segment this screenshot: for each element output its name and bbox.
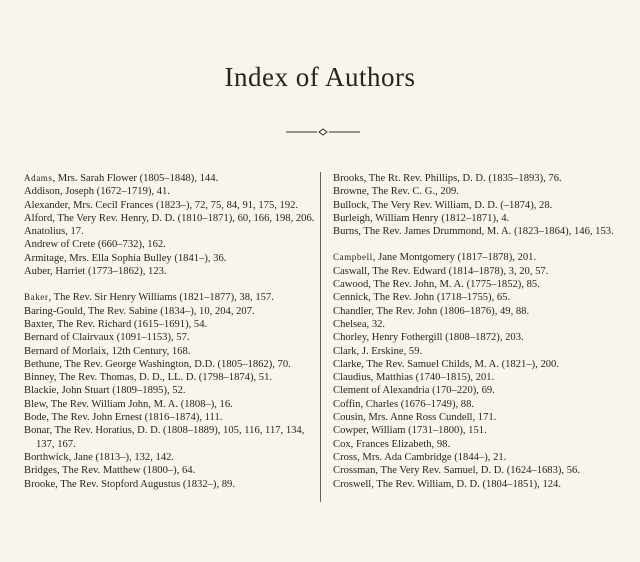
index-entry: Burleigh, William Henry (1812–1871), 4.: [333, 212, 510, 224]
index-entry: Cousin, Mrs. Anne Ross Cundell, 171.: [333, 412, 497, 424]
index-entry: Campbell, Jane Montgomery (1817–1878), 201.: [333, 252, 537, 264]
index-entry: Chorley, Henry Fothergill (1808–1872), 203.: [333, 332, 524, 344]
index-entry: Clarke, The Rev. Samuel Childs, M. A. (1821–), 200.: [333, 358, 559, 370]
index-entry: Coffin, Charles (1676–1749), 88.: [333, 398, 475, 410]
index-entry: Cennick, The Rev. John (1718–1755), 65.: [333, 292, 511, 304]
index-entry: Cross, Mrs. Ada Cambridge (1844–), 21.: [333, 451, 507, 463]
index-entry: Blew, The Rev. William John, M. A. (1808–), 16.: [24, 398, 233, 410]
index-entry: Bernard of Clairvaux (1091–1153), 57.: [24, 332, 190, 344]
index-entry: Alexander, Mrs. Cecil Frances (1823–), 72, 75, 84, 91, 175, 192.: [24, 199, 299, 211]
index-entry: Brooks, The Rt. Rev. Phillips, D. D. (1835–1893), 76.: [333, 173, 562, 184]
index-entry: Auber, Harriet (1773–1862), 123.: [24, 266, 167, 278]
index-entry: Crossman, The Very Rev. Samuel, D. D. (1624–1683), 56.: [333, 465, 580, 477]
index-entry: Croswell, The Rev. William, D. D. (1804–1851), 124.: [333, 478, 562, 490]
index-entry: Browne, The Rev. C. G., 209.: [333, 186, 459, 198]
ornament-divider-icon: [286, 128, 360, 136]
page-title: Index of Authors: [224, 62, 416, 92]
letter-gap: [333, 238, 633, 251]
index-entry: Clement of Alexandria (170–220), 69.: [333, 385, 495, 397]
index-entry: Bethune, The Rev. George Washington, D.D. (1805–1862), 70.: [24, 358, 291, 370]
index-entry: Cox, Frances Elizabeth, 98.: [333, 438, 451, 450]
index-entry: Brooke, The Rev. Stopford Augustus (1832–), 89.: [24, 478, 235, 490]
index-entry: Binney, The Rev. Thomas, D. D., LL. D. (1798–1874), 51.: [24, 372, 273, 384]
index-entry: Chandler, The Rev. John (1806–1876), 49, 88.: [333, 305, 530, 317]
index-entry: Alford, The Very Rev. Henry, D. D. (1810–1871), 60, 166, 198, 206.: [24, 212, 315, 224]
index-entry: Baring-Gould, The Rev. Sabine (1834–), 10, 204, 207.: [24, 305, 255, 317]
index-entry: Blackie, John Stuart (1809–1895), 52.: [24, 385, 186, 397]
index-entry: Chelsea, 32.: [333, 318, 386, 330]
index-entry: Borthwick, Jane (1813–), 132, 142.: [24, 451, 175, 463]
index-entry: Armitage, Mrs. Ella Sophia Bulley (1841–), 36.: [24, 252, 227, 264]
index-entry: Claudius, Matthias (1740–1815), 201.: [333, 372, 495, 384]
index-entry: Adams, Mrs. Sarah Flower (1805–1848), 144.: [24, 173, 219, 184]
index-entry: Baker, The Rev. Sir Henry Williams (1821–1877), 38, 157.: [24, 292, 274, 304]
index-entry: Anatolius, 17.: [24, 226, 84, 238]
column-divider: [320, 172, 321, 502]
index-entry: Bernard of Morlaix, 12th Century, 168.: [24, 345, 191, 357]
index-column-right: [333, 172, 633, 491]
index-entry: Cawood, The Rev. John, M. A. (1775–1852), 85.: [333, 279, 540, 291]
index-entry: Bode, The Rev. John Ernest (1816–1874), 111.: [24, 412, 223, 424]
index-entry: Bonar, The Rev. Horatius, D. D. (1808–1889), 105, 116, 117, 134, 137, 167.: [24, 425, 305, 450]
index-entry: Baxter, The Rev. Richard (1615–1691), 54.: [24, 318, 208, 330]
index-column-left: [24, 172, 316, 491]
index-entry: Clark, J. Erskine, 59.: [333, 345, 423, 357]
letter-gap: [24, 278, 316, 291]
index-entry: Burns, The Rev. James Drummond, M. A. (1823–1864), 146, 153.: [333, 226, 614, 238]
index-entry: Cowper, William (1731–1800), 151.: [333, 425, 487, 437]
index-entry: Addison, Joseph (1672–1719), 41.: [24, 186, 170, 198]
index-entry: Andrew of Crete (660–732), 162.: [24, 239, 166, 251]
index-entry: Bridges, The Rev. Matthew (1800–), 64.: [24, 465, 196, 477]
index-entry: Bullock, The Very Rev. William, D. D. (–1874), 28.: [333, 199, 553, 211]
index-entry: Caswall, The Rev. Edward (1814–1878), 3, 20, 57.: [333, 265, 549, 277]
